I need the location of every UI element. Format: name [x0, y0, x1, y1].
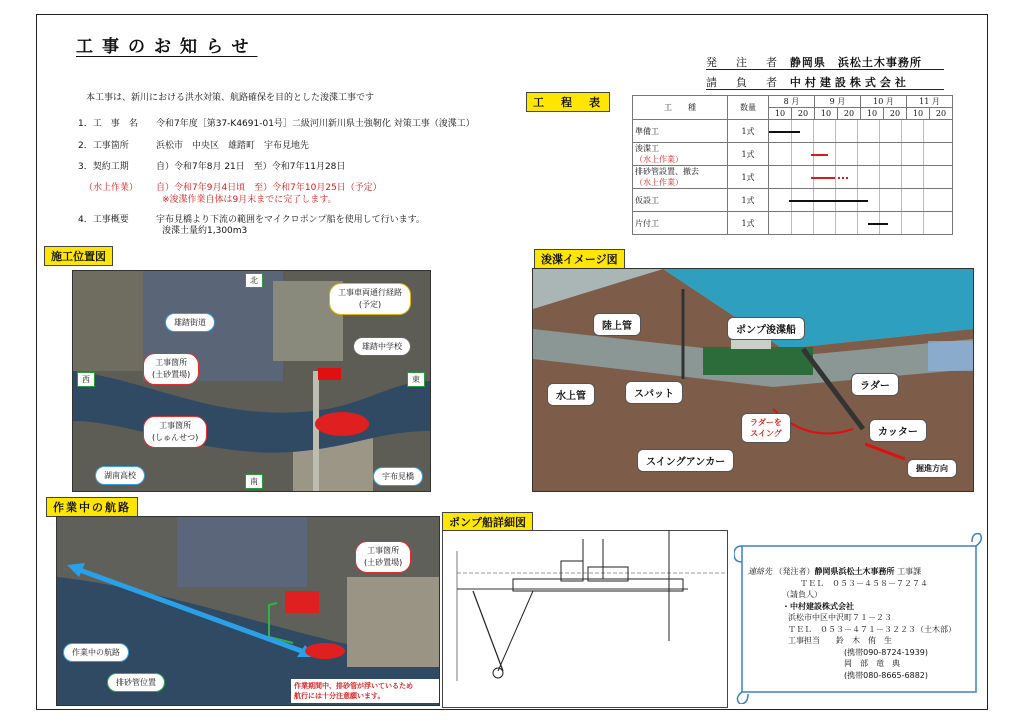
info-period-row — [78, 159, 345, 172]
schedule-row — [633, 189, 953, 212]
schedule-row — [633, 120, 953, 143]
schedule-grid-line — [923, 143, 924, 165]
info-water-note: ※浚渫作業自体は9月末までに完了します。 — [162, 195, 337, 205]
schedule-item-qty: 1式 — [728, 143, 769, 166]
route-site-sub: (土砂置場) — [364, 558, 403, 567]
schedule-grid-line — [857, 212, 858, 234]
contact-contractor-tel: ＴＥＬ ０５３－４７１－３２２３（土木部） — [788, 624, 956, 634]
schedule-gantt-cell — [769, 166, 953, 189]
info-label: 1．工 事 名 — [78, 119, 138, 129]
divider — [706, 89, 944, 90]
detail-tag: ポンプ船詳細図 — [442, 512, 533, 532]
schedule-day: 20 — [838, 108, 861, 120]
schedule-item-name — [633, 189, 728, 212]
truck-route-sub: (予定) — [358, 300, 382, 309]
dredge-art — [533, 269, 973, 491]
contact-person2-tel: (携帯080-8665-6882) — [844, 670, 929, 680]
schedule-item-name — [633, 166, 728, 189]
schedule-grid-line — [857, 120, 858, 142]
schedule-month: 11 月 — [907, 96, 953, 108]
schedule-grid-line — [813, 120, 814, 142]
info-value: 令和7年度［第37-K4691-01号］二級河川新川県土強靭化 対策工事（浚渫工） — [156, 119, 475, 129]
schedule-day: 10 — [769, 108, 792, 120]
schedule-grid-line — [901, 143, 902, 165]
schedule-gantt-cell — [769, 212, 953, 235]
info-label: 4．工事概要 — [78, 215, 129, 225]
contact-person-label: 工事担当 — [788, 636, 820, 645]
info-value: 自）令和7年9月4日頃 至）令和7年10月25日（予定） — [156, 183, 382, 193]
schedule-row — [633, 212, 953, 235]
route-tag: 作業中の航路 — [46, 497, 138, 517]
contact-contractor: ・中村建設株式会社 — [782, 601, 854, 611]
contact-block — [748, 566, 956, 681]
route-photo — [56, 516, 440, 706]
schedule-grid-line — [923, 212, 924, 234]
label-highschool: 湖南高校 — [95, 466, 145, 485]
label-road: 雄踏街道 — [165, 313, 215, 332]
contact-orderer-tel: ＴＥＬ ０５３－４５８－７２７４ — [800, 578, 928, 588]
contact-address: 浜松市中区中沢町７１－２３ — [788, 613, 892, 622]
schedule-bar-dashed — [833, 177, 848, 179]
schedule-month: 8 月 — [769, 96, 815, 108]
site-map-photo — [72, 270, 431, 492]
schedule-bar — [789, 200, 868, 202]
site1-sub: (土砂置場) — [152, 370, 191, 379]
info-name-row — [78, 116, 475, 129]
schedule-grid-line — [879, 120, 880, 142]
schedule-month: 10 月 — [861, 96, 907, 108]
contractor-value: 中村建設株式会社 — [789, 76, 910, 89]
schedule-header-qty: 数量 — [728, 96, 769, 120]
schedule-bar — [811, 177, 833, 179]
info-value: 浜松市 中央区 雄踏町 宇布見地先 — [156, 141, 310, 151]
orderer-label: 発 注 者 — [706, 56, 781, 69]
schedule-grid-line — [879, 166, 880, 188]
detail-drawing — [442, 530, 728, 708]
label-pipe: 排砂管位置 — [107, 673, 165, 692]
image-tag: 浚渫イメージ図 — [534, 249, 625, 269]
schedule-bar — [769, 131, 800, 133]
truck-route-text: 工事車両通行経路 — [338, 288, 402, 297]
site1-text: 工事箇所 — [155, 358, 188, 367]
label-school: 雄踏中学校 — [353, 337, 411, 356]
schedule-item-sub: （水上作業） — [635, 155, 683, 164]
schedule-grid-line — [857, 143, 858, 165]
info-label: 3．契約工期 — [78, 162, 129, 172]
contact-contractor-role: （請負人） — [782, 590, 822, 599]
info-summary2: 浚渫土量約1,300m3 — [162, 226, 248, 236]
schedule-item-name — [633, 212, 728, 235]
schedule-day: 10 — [861, 108, 884, 120]
compass-east: 東 — [407, 372, 425, 387]
schedule-day: 10 — [907, 108, 930, 120]
schedule-bar — [868, 223, 888, 225]
schedule-grid-line — [901, 166, 902, 188]
divider — [706, 69, 944, 70]
label-water-pipe: 水上管 — [547, 383, 595, 406]
contact-person1-tel: (携帯090-8724-1939) — [844, 647, 929, 657]
label-site-storage — [143, 353, 199, 385]
schedule-item-name — [633, 143, 728, 166]
schedule-header-item: 工 種 — [633, 96, 728, 120]
label-land-pipe: 陸上管 — [593, 313, 641, 336]
info-value: 宇布見橋より下流の範囲をマイクロポンプ船を使用して行います。 — [156, 215, 425, 225]
info-summary-row — [78, 212, 425, 225]
schedule-grid-line — [923, 120, 924, 142]
route-warning: 作業期間中、排砂管が浮いているため 航行には十分注意願います。 — [291, 679, 440, 703]
intro-text: 本工事は、新川における洪水対策、航路確保を目的とした浚渫工事です — [86, 93, 375, 103]
ship-drawing — [443, 531, 727, 707]
label-bridge: 宇布見橋 — [373, 467, 423, 486]
schedule-item-sub: （水上作業） — [635, 178, 683, 187]
compass-north: 北 — [245, 273, 263, 288]
contractor-label: 請 負 者 — [706, 76, 781, 89]
schedule-row — [633, 143, 953, 166]
schedule-item-label: 浚渫工 — [635, 144, 659, 153]
info-value: 自）令和7年8月 21日 至）令和7年11月28日 — [156, 162, 346, 172]
schedule-item-label: 仮設工 — [635, 195, 659, 205]
label-truck-route — [329, 283, 411, 315]
schedule-tag: 工 程 表 — [526, 92, 610, 112]
label-lane: 作業中の航路 — [63, 643, 129, 662]
schedule-grid-line — [923, 166, 924, 188]
orderer-value: 静岡県 浜松土木事務所 — [789, 56, 922, 69]
info-label: 2．工事箇所 — [78, 141, 129, 151]
schedule-day: 20 — [792, 108, 815, 120]
route-site-text: 工事箇所 — [367, 546, 400, 555]
schedule-day: 10 — [815, 108, 838, 120]
compass-south: 南 — [245, 474, 263, 489]
contact-orderer: 静岡県浜松土木事務所 — [814, 567, 895, 576]
site-map-tag: 施工位置図 — [44, 246, 113, 266]
page-title: 工事のお知らせ — [76, 37, 258, 57]
contact-orderer-prefix: （発注者） — [774, 567, 815, 576]
schedule-grid-line — [791, 143, 792, 165]
contact-lead: 連絡先 — [748, 567, 772, 576]
schedule-grid-line — [857, 166, 858, 188]
schedule-gantt-cell — [769, 189, 953, 212]
contractor-row — [706, 74, 910, 90]
schedule-grid-line — [879, 189, 880, 211]
label-advance: 掘進方向 — [907, 459, 957, 478]
schedule-item-label: 片付工 — [635, 218, 659, 228]
schedule-item-label: 準備工 — [635, 126, 659, 136]
schedule-grid-line — [901, 189, 902, 211]
site2-sub: (しゅんせつ) — [152, 433, 199, 442]
schedule-row — [633, 166, 953, 189]
label-site-dredge — [143, 416, 207, 448]
schedule-month: 9 月 — [815, 96, 861, 108]
schedule-table-wrap — [632, 95, 953, 235]
schedule-item-qty: 1式 — [728, 189, 769, 212]
contact-person2: 岡 部 竜 典 — [844, 659, 900, 668]
contact-orderer-dept: 工事課 — [897, 567, 922, 576]
schedule-grid-line — [901, 212, 902, 234]
schedule-gantt-cell — [769, 120, 953, 143]
info-place-row — [78, 138, 309, 151]
schedule-grid-line — [835, 143, 836, 165]
label-pump-ship: ポンプ浚渫船 — [727, 317, 805, 340]
schedule-table — [632, 95, 953, 235]
schedule-grid-line — [901, 120, 902, 142]
contact-person1: 鈴 木 侑 生 — [836, 636, 892, 645]
schedule-bar — [811, 154, 829, 156]
schedule-grid-line — [791, 212, 792, 234]
compass-west: 西 — [77, 372, 95, 387]
label-rudder-swing: ラダーを スイング — [741, 413, 791, 443]
label-rudder: ラダー — [851, 373, 899, 396]
schedule-grid-line — [835, 212, 836, 234]
schedule-item-qty: 1式 — [728, 166, 769, 189]
schedule-day: 20 — [884, 108, 907, 120]
orderer-row — [706, 54, 922, 70]
schedule-grid-line — [835, 120, 836, 142]
label-cutter: カッター — [869, 419, 927, 442]
schedule-item-qty: 1式 — [728, 120, 769, 143]
schedule-item-name — [633, 120, 728, 143]
schedule-grid-line — [791, 166, 792, 188]
schedule-gantt-cell — [769, 143, 953, 166]
schedule-grid-line — [813, 212, 814, 234]
dredge-image — [532, 268, 974, 492]
label-route-site — [355, 541, 411, 573]
schedule-item-qty: 1式 — [728, 212, 769, 235]
schedule-item-label: 排砂管設置、撤去 — [635, 167, 699, 176]
schedule-grid-line — [879, 143, 880, 165]
label-swing-anchor: スイングアンカー — [637, 449, 734, 472]
info-label: （水上作業） — [84, 183, 139, 193]
schedule-day: 20 — [930, 108, 953, 120]
schedule-grid-line — [923, 189, 924, 211]
label-spud: スパット — [625, 381, 683, 404]
site2-text: 工事箇所 — [159, 421, 192, 430]
